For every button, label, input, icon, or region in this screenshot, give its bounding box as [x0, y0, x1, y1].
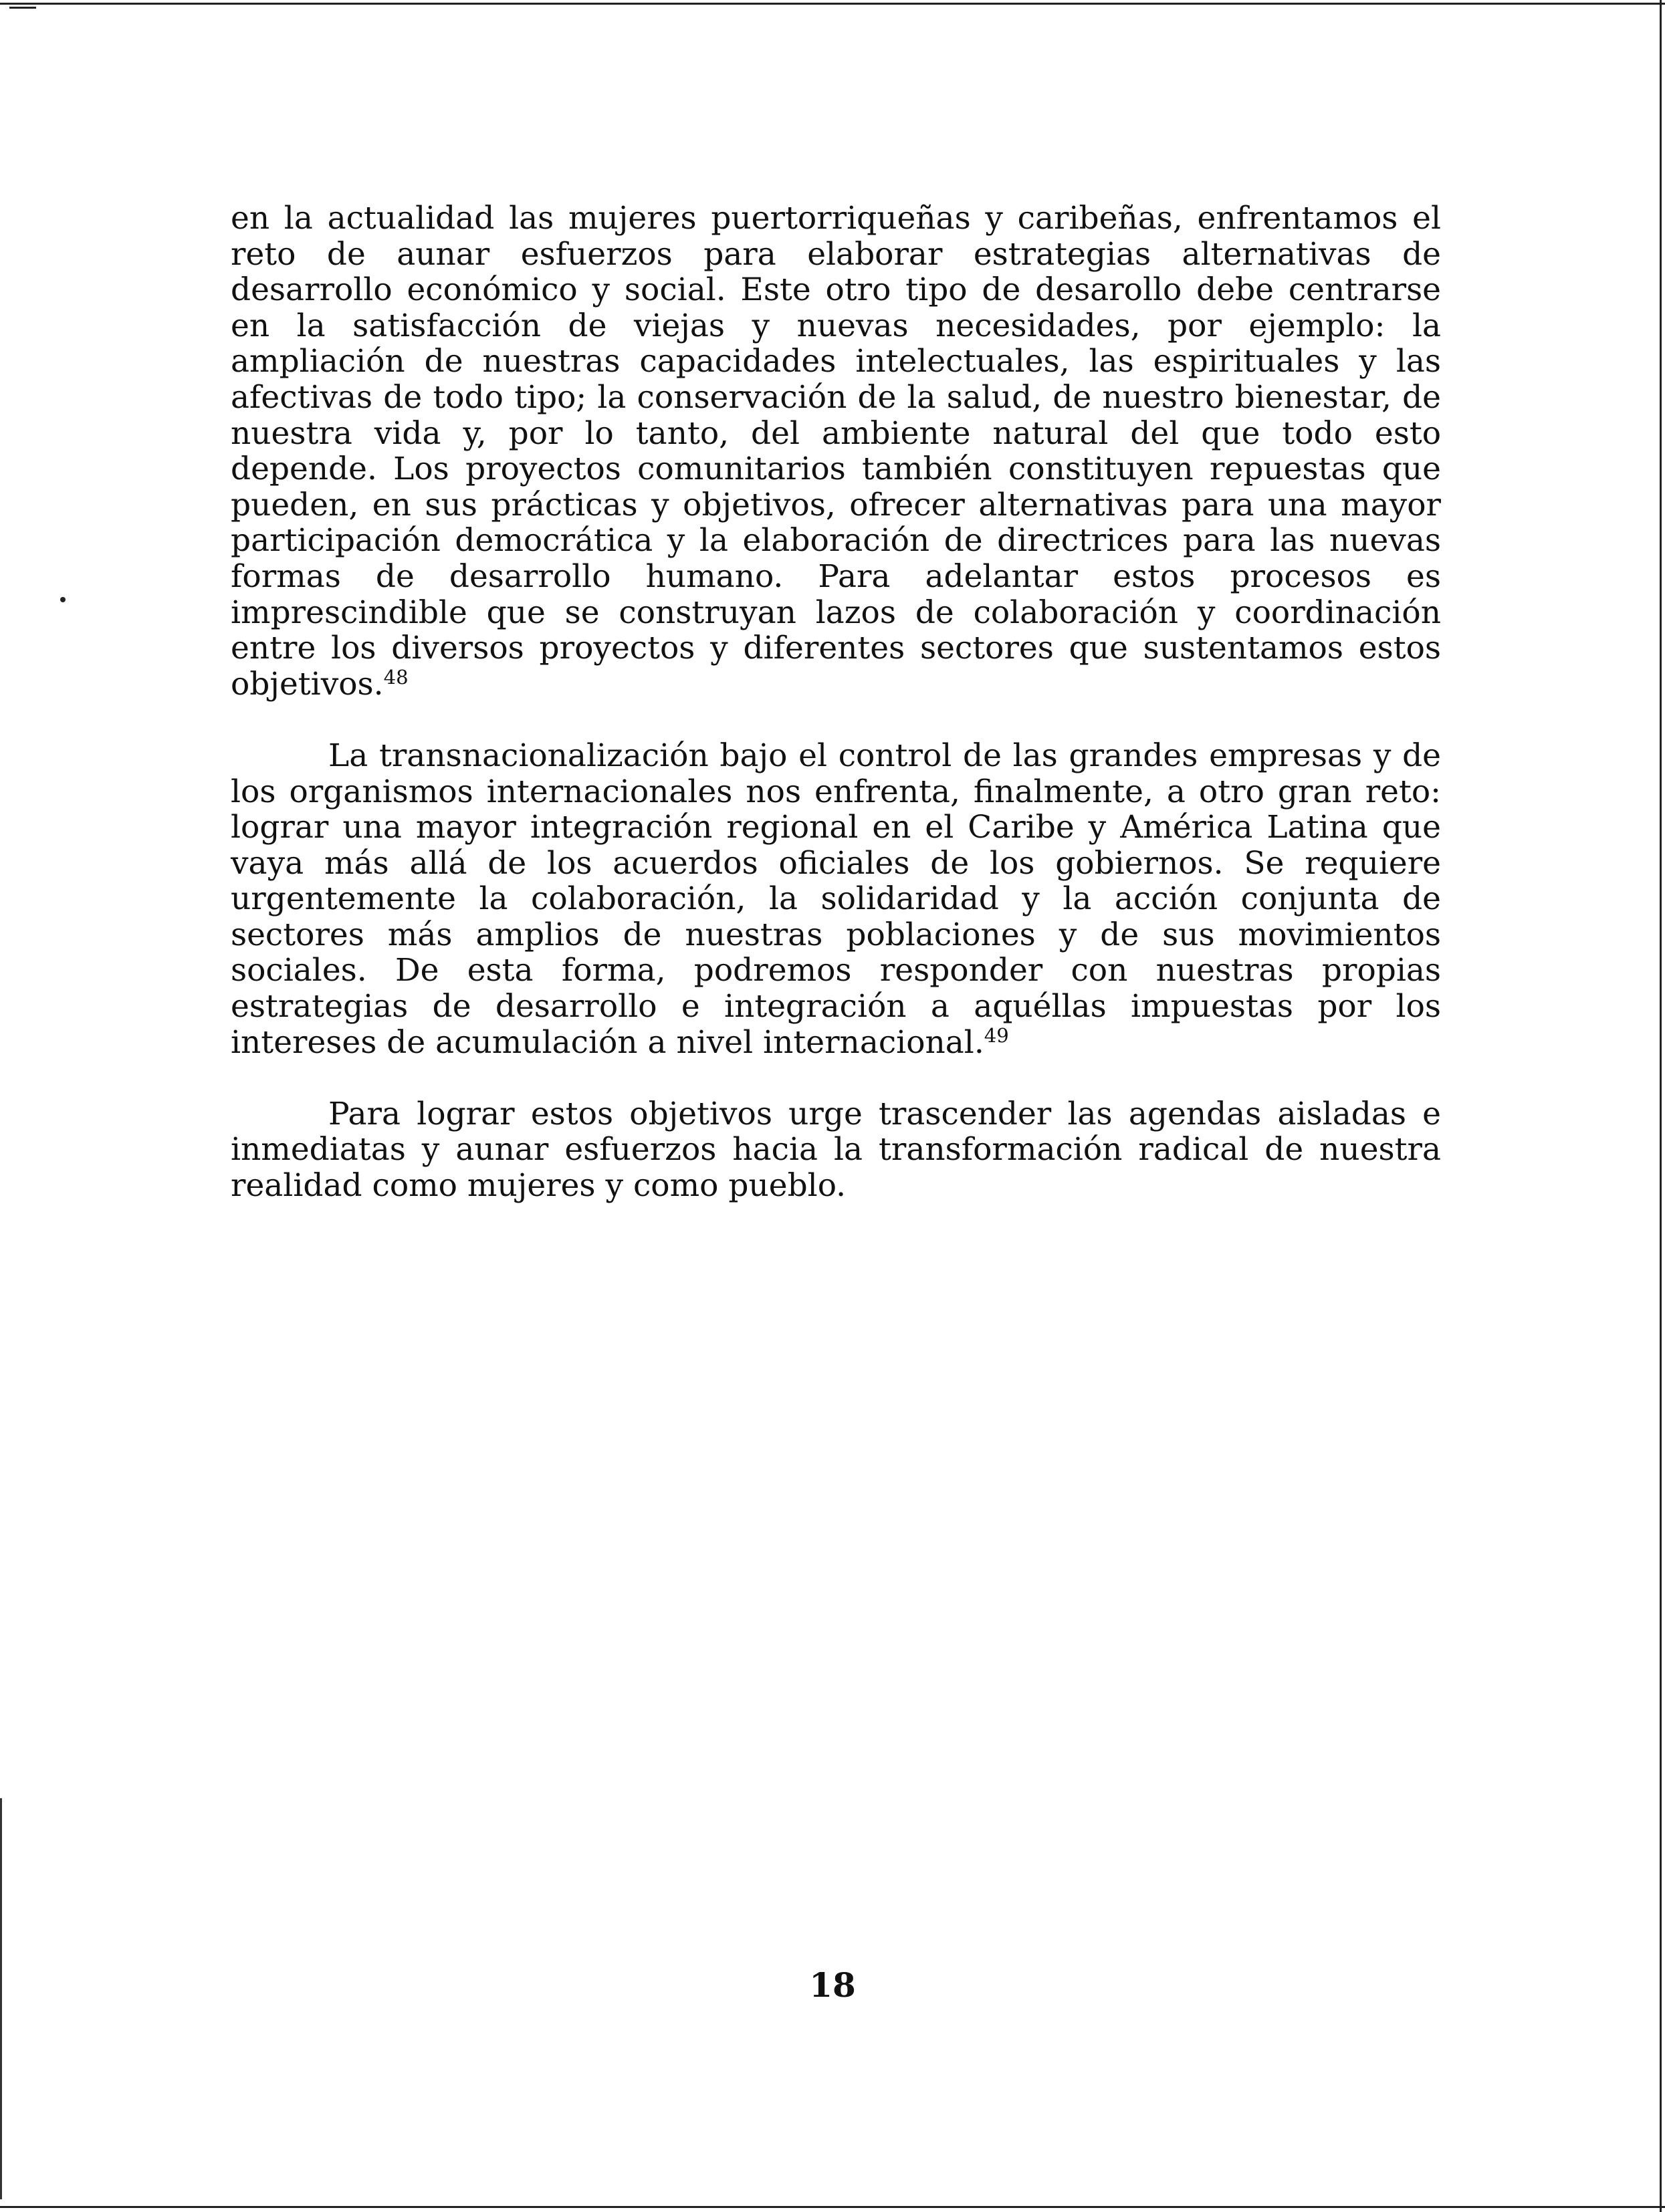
page-bottom-border	[0, 2206, 1665, 2208]
page-top-border	[0, 3, 1665, 5]
margin-mark	[60, 597, 66, 602]
page-number: 18	[809, 1965, 856, 2005]
scan-corner-mark	[9, 7, 36, 9]
paragraph-3-text: Para lograr estos objetivos urge trascender las agendas aisladas e inmediatas y aunar esfuerzos hacia la transformación radical de nuestra realidad como mujeres y como pueblo.	[231, 1095, 1441, 1205]
paragraph-2-text: La transnacionalización bajo el control de las grandes empresas y de los organismos internacionales nos enfrenta, finalmente, a otro gran reto: lograr una mayor integración regional en el Caribe y América Latina que vaya más allá de los acuerdos oficiales de los gobiernos. Se requiere urgentemente la colaboración, la solidaridad y la acción conjunta de sectores más amplios de nuestras poblaciones y de sus movimientos sociales. De esta forma, podremos responder con nuestras propias estrategias de desarrollo e integración a aquéllas impuestas por los intereses de acumulación a nivel internacional.	[231, 737, 1441, 1061]
paragraph-1	[231, 201, 1441, 702]
paragraph-3	[231, 1096, 1441, 1204]
body-text	[231, 201, 1441, 1239]
footnote-ref-48: 48	[383, 665, 409, 689]
paragraph-2	[231, 738, 1441, 1060]
page-right-border	[1660, 0, 1662, 2212]
footnote-ref-49: 49	[984, 1023, 1009, 1047]
paragraph-1-text: en la actualidad las mujeres puertorriqueñas y caribeñas, enfrentamos el reto de aunar esfuerzos para elaborar estrategias alternativas de desarrollo económico y social. Este otro tipo de desarollo debe centrarse en la satisfacción de viejas y nuevas necesidades, por ejemplo: la ampliación de nuestras capacidades intelectuales, las espirituales y las afectivas de todo tipo; la conservación de la salud, de nuestro bienestar, de nuestra vida y, por lo tanto, del ambiente natural del que todo esto depende. Los proyectos comunitarios también constituyen repuestas que pueden, en sus prácticas y objetivos, ofrecer alternativas para una mayor participación democrática y la elaboración de directrices para las nuevas formas de desarrollo humano. Para adelantar estos procesos es imprescindible que se construyan lazos de colaboración y coordinación entre los diversos proyectos y diferentes sectores que sustentamos estos objetivos.	[231, 200, 1441, 703]
